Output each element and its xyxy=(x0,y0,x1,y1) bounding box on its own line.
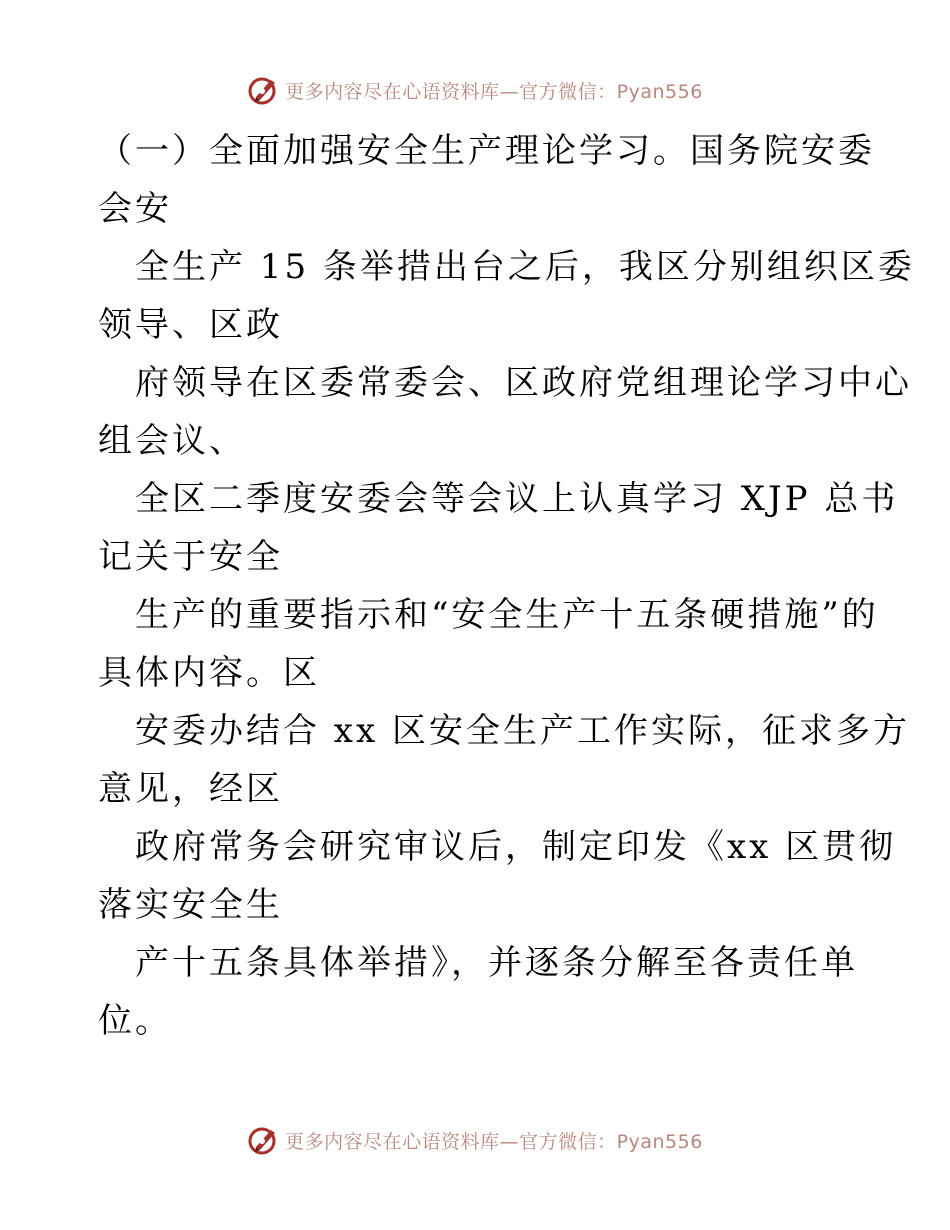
paragraph-line: （一）全面加强安全生产理论学习。国务院安委 xyxy=(98,131,875,171)
footer-banner xyxy=(0,1120,950,1160)
paragraph-line: 记关于安全 xyxy=(98,537,283,577)
paragraph-line: 领导、区政 xyxy=(98,305,283,345)
paragraph-line: 落实安全生 xyxy=(98,885,283,925)
paragraph-line: 全区二季度安委会等会议上认真学习 XJP 总书 xyxy=(135,479,899,519)
paragraph-line: 安委办结合 xx 区安全生产工作实际，征求多方 xyxy=(135,711,910,751)
paragraph-line: 产十五条具体举措》，并逐条分解至各责任单 xyxy=(135,943,858,983)
paragraph-line: 具体内容。区 xyxy=(98,653,320,693)
paragraph-line: 府领导在区委常委会、区政府党组理论学习中心 xyxy=(135,363,912,403)
paragraph-line: 全生产 15 条举措出台之后，我区分别组织区委 xyxy=(135,247,915,287)
document-body xyxy=(98,122,915,1050)
paragraph-line: 生产的重要指示和“安全生产十五条硬措施”的 xyxy=(135,595,879,635)
header-banner xyxy=(0,70,950,110)
paragraph-line: 政府常务会研究审议后，制定印发《xx 区贯彻 xyxy=(135,827,897,867)
paragraph-line: 位。 xyxy=(98,1001,172,1041)
pen-logo-icon xyxy=(247,73,281,107)
header-banner-text: 更多内容尽在心语资料库—官方微信：Pyan556 xyxy=(285,80,703,103)
paragraph-line: 意见，经区 xyxy=(98,769,283,809)
paragraph-line: 组会议、 xyxy=(98,421,246,461)
footer-banner-text: 更多内容尽在心语资料库—官方微信：Pyan556 xyxy=(285,1130,703,1153)
paragraph-line: 会安 xyxy=(98,189,172,229)
pen-logo-icon xyxy=(247,1123,281,1157)
